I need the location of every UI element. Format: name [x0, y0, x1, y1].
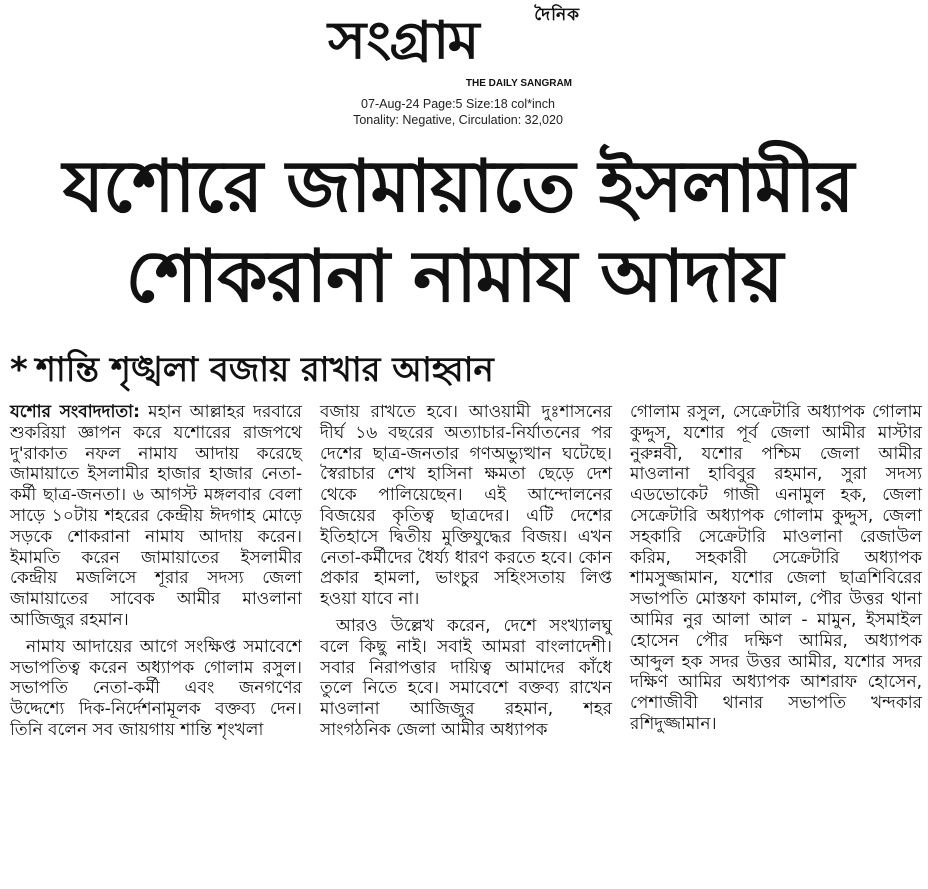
headline-line2: শোকরানা নামায আদায়: [125, 234, 783, 318]
paragraph: গোলাম রসুল, সেক্রেটারি অধ্যাপক গোলাম কুদ্দুস, যশোর পূর্ব জেলা আমীর মাস্টার নুরুন্নবী, যশোর পশ্চিম জেলা আমীর মাওলানা হাবিবুর রহমান, সুরা সদস্য এডভোকেট গাজী এনামুল হক, জেলা সেক্রেটারি অধ্যাপক গোলাম কুদ্দুস, জেলা সহকারি সেক্রেটারি মাওলানা রেজাউল করিম, সহকারী সেক্রেটারি অধ্যাপক শামসুজ্জামান, যশোর জেলা ছাত্রশিবিরের সভাপতি মোস্তফা কামাল, পৌর উত্তর থানা আমির নুর আলা আল - মামুন, ইসমাইল হোসেন পৌর দক্ষিণ আমির, অধ্যাপক আব্দুল হক সদর উত্তর আমীর, যশোর সদর দক্ষিণ আমির অধ্যাপক আশরাফ হোসেন, পেশাজীবী থানার সভাপতি খন্দকার রশিদুজ্জামান।: [630, 402, 922, 734]
paragraph: আরও উল্লেখ করেন, দেশে সংখ্যালঘু বলে কিছু নাই। সবাই আমরা বাংলাদেশী। সবার নিরাপত্তার দায়িত্ব আমাদের কাঁধে তুলে নিতে হবে। সমাবেশে বক্তব্য রাখেন মাওলানা আজিজুর রহমান, শহর সাংগঠনিক জেলা আমীর অধ্যাপক: [320, 615, 612, 740]
article-column-1: [10, 402, 302, 741]
paragraph: নামায আদায়ের আগে সংক্ষিপ্ত সমাবেশে সভাপতিত্ব করেন অধ্যাপক গোলাম রসুল। সভাপতি নেতা-কর্মী এবং জনগণের উদ্দেশ্যে দিক-নির্দেশনামূলক বক্তব্য দেন। তিনি বলেন সব জায়গায় শান্তি শৃংখলা: [10, 636, 302, 740]
subhead-marker: *: [10, 350, 28, 390]
byline: যশোর সংবাদদাতা:: [10, 402, 140, 422]
masthead-dainik: দৈনিক: [534, 5, 580, 25]
subheadline: [10, 344, 494, 401]
paragraph: [10, 402, 302, 631]
article-column-3: [630, 402, 922, 735]
paragraph-text: মহান আল্লাহর দরবারে শুকরিয়া জ্ঞাপন করে যশোরের রাজপথে দু'রাকাত নফল নামায আদায় করেছে জামায়াতে ইসলামীর হাজার হাজার নেতা-কর্মী ছাত্র-জনতা। ৬ আগস্ট মঙ্গলবার বেলা সাড়ে ১০টায় শহরের কেন্দ্রীয় ঈদগাহ মোড়ে সড়কে শোকরানা নামায আদায় করেন। ইমামতি করেন জামায়াতের ইসলামীর কেন্দ্রীয় মজলিসে শূরার সদস্য জেলা জামায়াতের সাবেক আমীর মাওলানা আজিজুর রহমান।: [10, 402, 302, 630]
clipping-meta-line2: Tonality: Negative, Circulation: 32,020: [353, 113, 563, 127]
masthead-english: THE DAILY SANGRAM: [465, 78, 572, 89]
clipping-meta-line1: 07-Aug-24 Page:5 Size:18 col*inch: [361, 97, 555, 111]
article-body: [10, 402, 922, 889]
headline-line1: যশোরে জামায়াতে ইসলামীর: [62, 144, 854, 228]
masthead-logo: সংগ্রাম: [328, 9, 478, 71]
subhead-text: শান্তি শৃঙ্খলা বজায় রাখার আহ্বান: [35, 350, 494, 390]
article-column-2: [320, 402, 612, 741]
paragraph: বজায় রাখতে হবে। আওয়ামী দুঃশাসনের দীর্ঘ ১৬ বছরের অত্যাচার-নির্যাতনের পর দেশের ছাত্র-জনতার গণঅভ্যুত্থান ঘটেছে। স্বৈরাচার শেখ হাসিনা ক্ষমতা ছেড়ে দেশ থেকে পালিয়েছেন। এই আন্দোলনের বিজয়ের কৃতিত্ব ছাত্রদের। এটি দেশের ইতিহাসে দ্বিতীয় মুক্তিযুদ্ধের বিজয়। এখন নেতা-কর্মীদের ধৈর্য্য ধারণ করতে হবে। কোন প্রকার হামলা, ভাংচুর সহিংসতায় লিপ্ত হওয়া যাবে না।: [320, 402, 612, 610]
masthead: [320, 0, 610, 92]
